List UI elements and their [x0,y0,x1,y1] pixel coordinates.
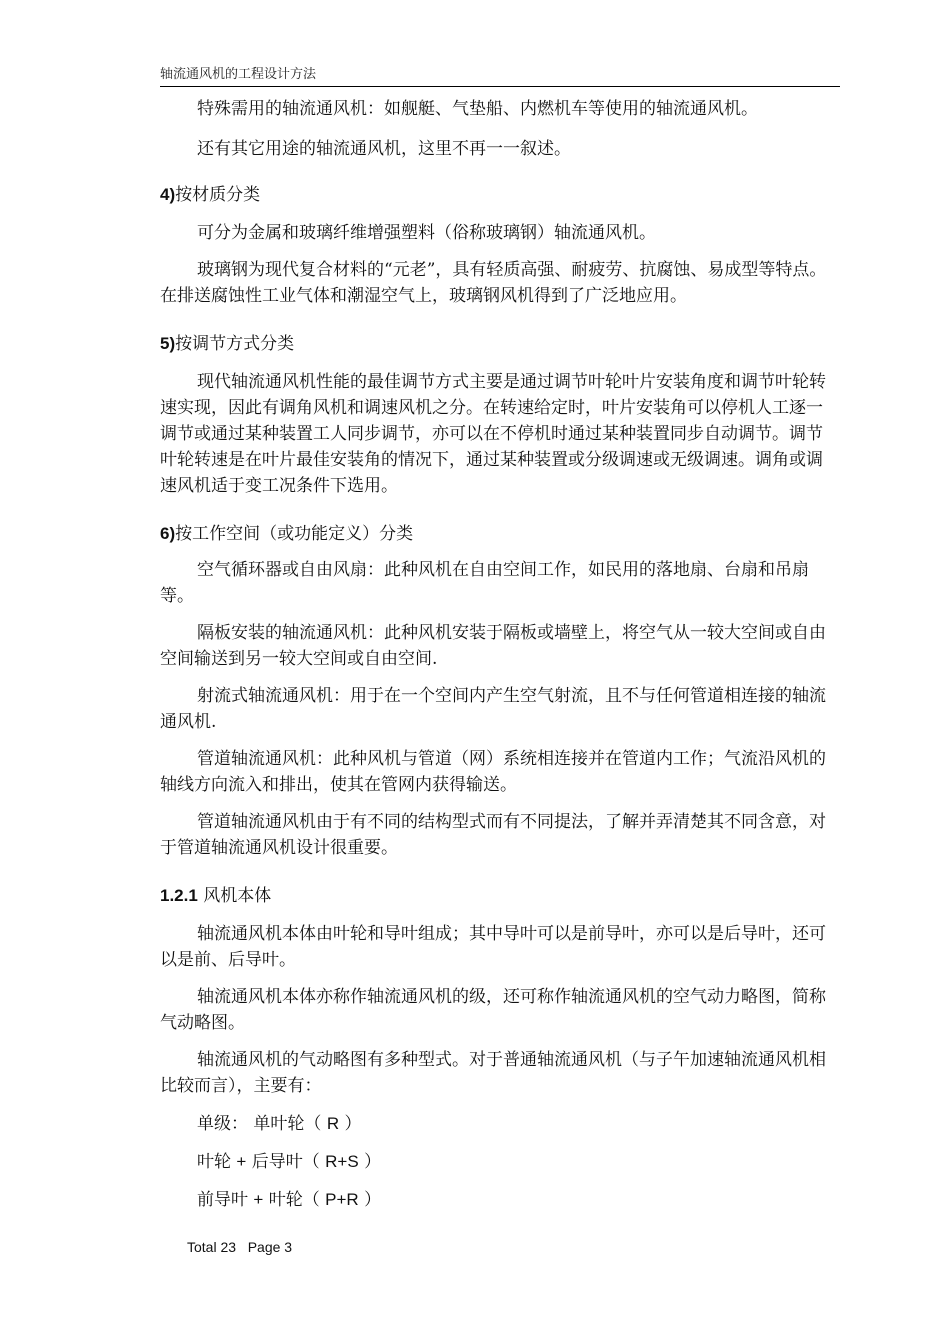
section-title: 按工作空间（或功能定义）分类 [175,524,414,544]
section-heading-6 [160,521,832,547]
paragraph: 还有其它用途的轴流通风机，这里不再一一叙述。 [197,139,571,159]
list-item-text: 叶轮 [197,1152,237,1172]
section-title: 按材质分类 [175,185,261,205]
paragraph: 特殊需用的轴流通风机：如舰艇、气垫船、内燃机车等使用的轴流通风机。 [197,99,758,119]
page-footer [187,1239,292,1255]
paragraph: 射流式轴流通风机：用于在一个空间内产生空气射流，且不与任何管道相连接的轴流通风机. [160,686,826,732]
list-item [160,1111,832,1137]
paragraph: 现代轴流通风机性能的最佳调节方式主要是通过调节叶轮叶片安装角度和调节叶轮转速实现，因此有调角风机和调速风机之分。在转速给定时，叶片安装角可以停机人工逐一调节或通过某种装置工人同步调节，亦可以在不停机时通过某种装置同步自动调节。调节叶轮转速是在叶片最佳安装角的情况下，通过某种装置或分级调速或无级调速。调角或调速风机适于变工况条件下选用。 [160,372,826,496]
subsection-title: 风机本体 [203,886,272,906]
section-heading-4 [160,182,832,208]
subsection-number: 1.2.1 [160,886,198,905]
list-item-text: 叶轮（ [263,1190,326,1210]
list-item [160,1187,832,1213]
list-item-text: ） [358,1152,382,1172]
list-item-code: R [326,1114,340,1133]
paragraph: 可分为金属和玻璃纤维增强塑料（俗称玻璃钢）轴流通风机。 [197,223,656,243]
paragraph: 轴流通风机的气动略图有多种型式。对于普通轴流通风机（与子午加速轴流通风机相比较而言），主要有： [160,1050,826,1096]
section-number: 5) [160,334,176,353]
section-number: 4) [160,185,176,204]
list-item-text: 单级： 单叶轮（ [197,1114,327,1134]
list-item-code: P+R [325,1190,359,1209]
list-item-plus: + [236,1152,247,1171]
section-heading-5 [160,331,832,357]
list-item-text: ） [339,1114,362,1134]
list-item-code: R+S [325,1152,359,1171]
header-title: 轴流通风机的工程设计方法 [160,67,317,82]
section-number: 6) [160,524,176,543]
paragraph: 轴流通风机本体由叶轮和导叶组成；其中导叶可以是前导叶，亦可以是后导叶，还可以是前、后导叶。 [160,924,826,970]
paragraph: 管道轴流通风机：此种风机与管道（网）系统相连接并在管道内工作；气流沿风机的轴线方向流入和排出，使其在管网内获得输送。 [160,749,826,795]
list-item-text: 后导叶（ [246,1152,326,1172]
list-item [160,1149,832,1175]
document-body [160,96,832,1213]
section-title: 按调节方式分类 [175,334,295,354]
paragraph: 管道轴流通风机由于有不同的结构型式而有不同提法，了解并弄清楚其不同含意，对于管道轴流通风机设计很重要。 [160,812,826,858]
subsection-heading-1-2-1 [160,883,832,909]
page-header [160,66,840,87]
list-item-plus: + [253,1190,264,1209]
list-item-text: 前导叶 [197,1190,254,1210]
paragraph: 空气循环器或自由风扇：此种风机在自由空间工作，如民用的落地扇、台扇和吊扇等。 [160,560,809,606]
paragraph: 轴流通风机本体亦称作轴流通风机的级，还可称作轴流通风机的空气动力略图，简称气动略图。 [160,987,826,1033]
paragraph: 玻璃钢为现代复合材料的“元老”，具有轻质高强、耐疲劳、抗腐蚀、易成型等特点。在排送腐蚀性工业气体和潮湿空气上，玻璃钢风机得到了广泛地应用。 [160,260,827,306]
list-item-text: ） [358,1190,382,1210]
paragraph: 隔板安装的轴流通风机：此种风机安装于隔板或墙壁上，将空气从一较大空间或自由空间输送到另一较大空间或自由空间. [160,623,826,669]
page-number: Total 23 Page 3 [187,1239,293,1255]
